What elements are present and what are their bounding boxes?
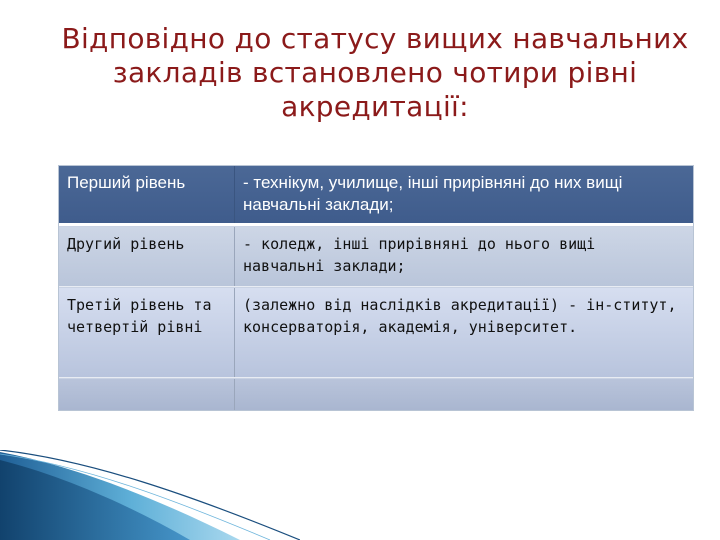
title-line-1: Відповідно до статусу вищих навчальних [61, 22, 689, 55]
title-line-2: закладів встановлено чотири рівні [112, 56, 638, 89]
description-cell: - коледж, інші прирівняні до нього вищі навчальні заклади; [243, 235, 596, 275]
description-cell: - технікум, училище, інші прирівняні до них вищі навчальні заклади; [243, 173, 623, 214]
accreditation-table [58, 165, 694, 411]
description-cell [235, 379, 693, 410]
description-cell: (залежно від наслідків акредитації) - ін-ститут, консерваторія, академія, університет. [243, 296, 677, 336]
corner-wave-decoration [0, 450, 300, 540]
level-cell [59, 379, 235, 410]
title-line-3: акредитації: [281, 90, 469, 123]
table-row [59, 166, 693, 223]
table-row [59, 379, 693, 410]
table-row [59, 227, 693, 287]
level-cell: Третій рівень та четвертій рівні [59, 288, 235, 377]
level-cell: Перший рівень [59, 166, 235, 223]
level-cell: Другий рівень [59, 227, 235, 286]
slide-title [60, 22, 690, 124]
row-divider [59, 223, 693, 226]
table-row [59, 288, 693, 378]
